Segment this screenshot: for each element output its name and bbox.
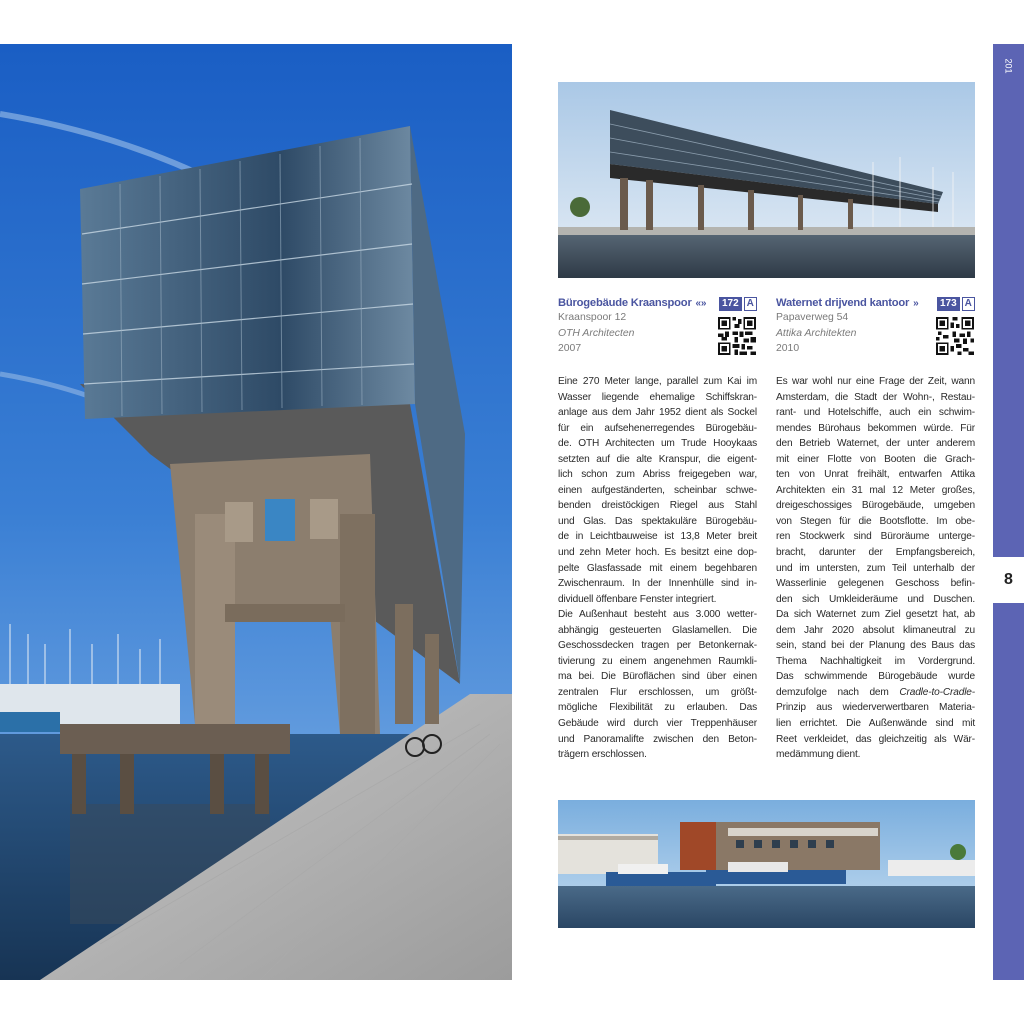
text-line xyxy=(776,685,975,701)
text-segment: demzufolge nach dem xyxy=(776,686,900,698)
text-line: Wasserlinie gelegenen Geschoss befin- xyxy=(776,578,975,590)
text-line: einen aufgeständerten, scheinbar schwe- xyxy=(558,484,757,496)
text-line: Architekten ein 31 mal 12 Meter großes, xyxy=(776,484,975,496)
text-line: pelte Glasfassade mit einem begehbaren xyxy=(558,562,757,574)
text-line: und Panoramalifte zwischen den Beton- xyxy=(558,733,757,745)
text-line: mögliche Flexibilität zu erlauben. Das xyxy=(558,702,757,714)
text-line: Geschossdecken tragen per Betonkernak- xyxy=(558,640,757,652)
text-line: ren Stockwerk sind Büroräume unterge- xyxy=(776,531,975,543)
text-line: Eine 270 Meter lange, parallel zum Kai im xyxy=(558,376,757,387)
text-line: und im untersten, zum Teil unterhalb der xyxy=(776,562,975,574)
chapter-tab[interactable]: 8 xyxy=(993,557,1024,603)
text-line: dem Jahr 2020 absolut klimaneutral zu xyxy=(776,624,975,636)
text-line: zentralen Flur erschlossen, um größt- xyxy=(558,686,757,698)
qr-code-icon[interactable] xyxy=(936,317,974,355)
text-line: mit einer Flotte von Booten die Grach- xyxy=(776,453,975,465)
text-column-kraanspoor xyxy=(558,374,757,763)
text-line: lich schon zum Abriss freigegeben war, xyxy=(558,469,757,481)
text-line: und zehn Meter hoch. Es besitzt eine dop- xyxy=(558,547,757,559)
text-segment-italic: Cradle-to-Cradle- xyxy=(899,686,975,698)
entry-address: Papaverweg 54 xyxy=(776,312,849,323)
text-line: tivierung zu einem angenehmen Raumkli- xyxy=(558,655,757,667)
navigation-arrow-icon: » xyxy=(913,298,919,309)
text-line: und Glas. Das spektakuläre Bürogebäu- xyxy=(558,515,757,527)
kraanspoor-photo-small xyxy=(558,82,975,278)
text-line: Es war wohl nur eine Frage der Zeit, wann xyxy=(776,376,975,387)
entry-year: 2007 xyxy=(558,343,582,354)
page-number: 201 xyxy=(1003,58,1014,74)
text-line: mendes Bürohaus bekommen würde. Für xyxy=(776,422,975,434)
text-line: ten von Unrat freihält, entwarfen Attika xyxy=(776,469,975,481)
chapter-sidebar xyxy=(993,44,1024,980)
entry-year: 2010 xyxy=(776,343,800,354)
text-line: bracht, darunter der Empfangsbereich, xyxy=(776,547,975,559)
text-line: setzten auf die alte Kranspur, die eigent- xyxy=(558,453,757,465)
entry-badge-173 xyxy=(937,297,975,311)
entry-badge-172 xyxy=(719,297,757,311)
text-line: de. OTH Architecten um Trude Hooykaas xyxy=(558,438,757,450)
text-line: ma bei. Die Büroflächen sind über einen xyxy=(558,671,757,683)
text-line: den Betrieb Waternet, der unter anderem xyxy=(776,438,975,450)
entry-title: Bürogebäude Kraanspoor «» xyxy=(558,297,707,309)
waternet-photo xyxy=(558,800,975,928)
text-line: den sich Umkleideräume und Duschen. xyxy=(776,593,975,605)
text-line: von Stegen für die Bootsflotte. Im obe- xyxy=(776,515,975,527)
text-line: Prinzip aus wiederverwertbaren Materia- xyxy=(776,702,975,714)
badge-letter: A xyxy=(744,297,757,311)
text-line: Gebäude wird durch vier Treppenhäuser xyxy=(558,718,757,730)
text-line: Reet verkleidet, das gleichzeitig als Wär- xyxy=(776,733,975,745)
text-line: lien errichtet. Die Außenwände sind mit xyxy=(776,718,975,730)
badge-number: 173 xyxy=(937,297,960,311)
entry-architect: Attika Architekten xyxy=(776,327,857,339)
navigation-arrows-icon: «» xyxy=(695,298,707,309)
text-column-waternet xyxy=(776,374,975,763)
text-line: Das schwimmende Bürogebäude wurde xyxy=(776,671,975,683)
text-line: rant- und Hotelschiffe, auch ein schwim- xyxy=(776,407,975,419)
entry-architect: OTH Architecten xyxy=(558,327,635,339)
text-line: Wasser liegende ehemalige Schiffskran- xyxy=(558,391,757,403)
text-line: Zwischenraum. In der Innenhülle sind in- xyxy=(558,578,757,590)
badge-number: 172 xyxy=(719,297,742,311)
text-line: medämmung dient. xyxy=(776,749,861,761)
text-line: Die Außenhaut besteht aus 3.000 wetter- xyxy=(558,609,757,621)
text-line: für ein aufsehenerregendes Bürogebäu- xyxy=(558,422,757,434)
text-line: anlage aus dem Jahr 1952 dient als Sockel xyxy=(558,407,757,419)
text-line: trägern erschlossen. xyxy=(558,749,647,761)
badge-letter: A xyxy=(962,297,975,311)
text-line: abhängig gesteuerten Glaslamellen. Die xyxy=(558,624,757,636)
text-line: Amsterdam, die Stadt der Wohn-, Restau- xyxy=(776,391,975,403)
text-line: benden dreistöckigen Riegel aus Stahl xyxy=(558,500,757,512)
entry-title: Waternet drijvend kantoor » xyxy=(776,297,919,309)
qr-code-icon[interactable] xyxy=(718,317,756,355)
text-line: Thema Nachhaltigkeit im Vordergrund. xyxy=(776,655,975,667)
text-line: dividuell öffenbare Fenster integriert. xyxy=(558,593,717,605)
text-line: dreigeschossiges Bürogebäude, umgeben xyxy=(776,500,975,512)
text-line: de in Leichtbauweise ist 13,8 Meter breit xyxy=(558,531,757,543)
entry-address: Kraanspoor 12 xyxy=(558,312,627,323)
text-line: Da sich Waternet zum Ziel gesetzt hat, ab xyxy=(776,609,975,621)
text-line: sein, stand bei der Planung des Baus das xyxy=(776,640,975,652)
kraanspoor-photo-large xyxy=(0,44,512,980)
